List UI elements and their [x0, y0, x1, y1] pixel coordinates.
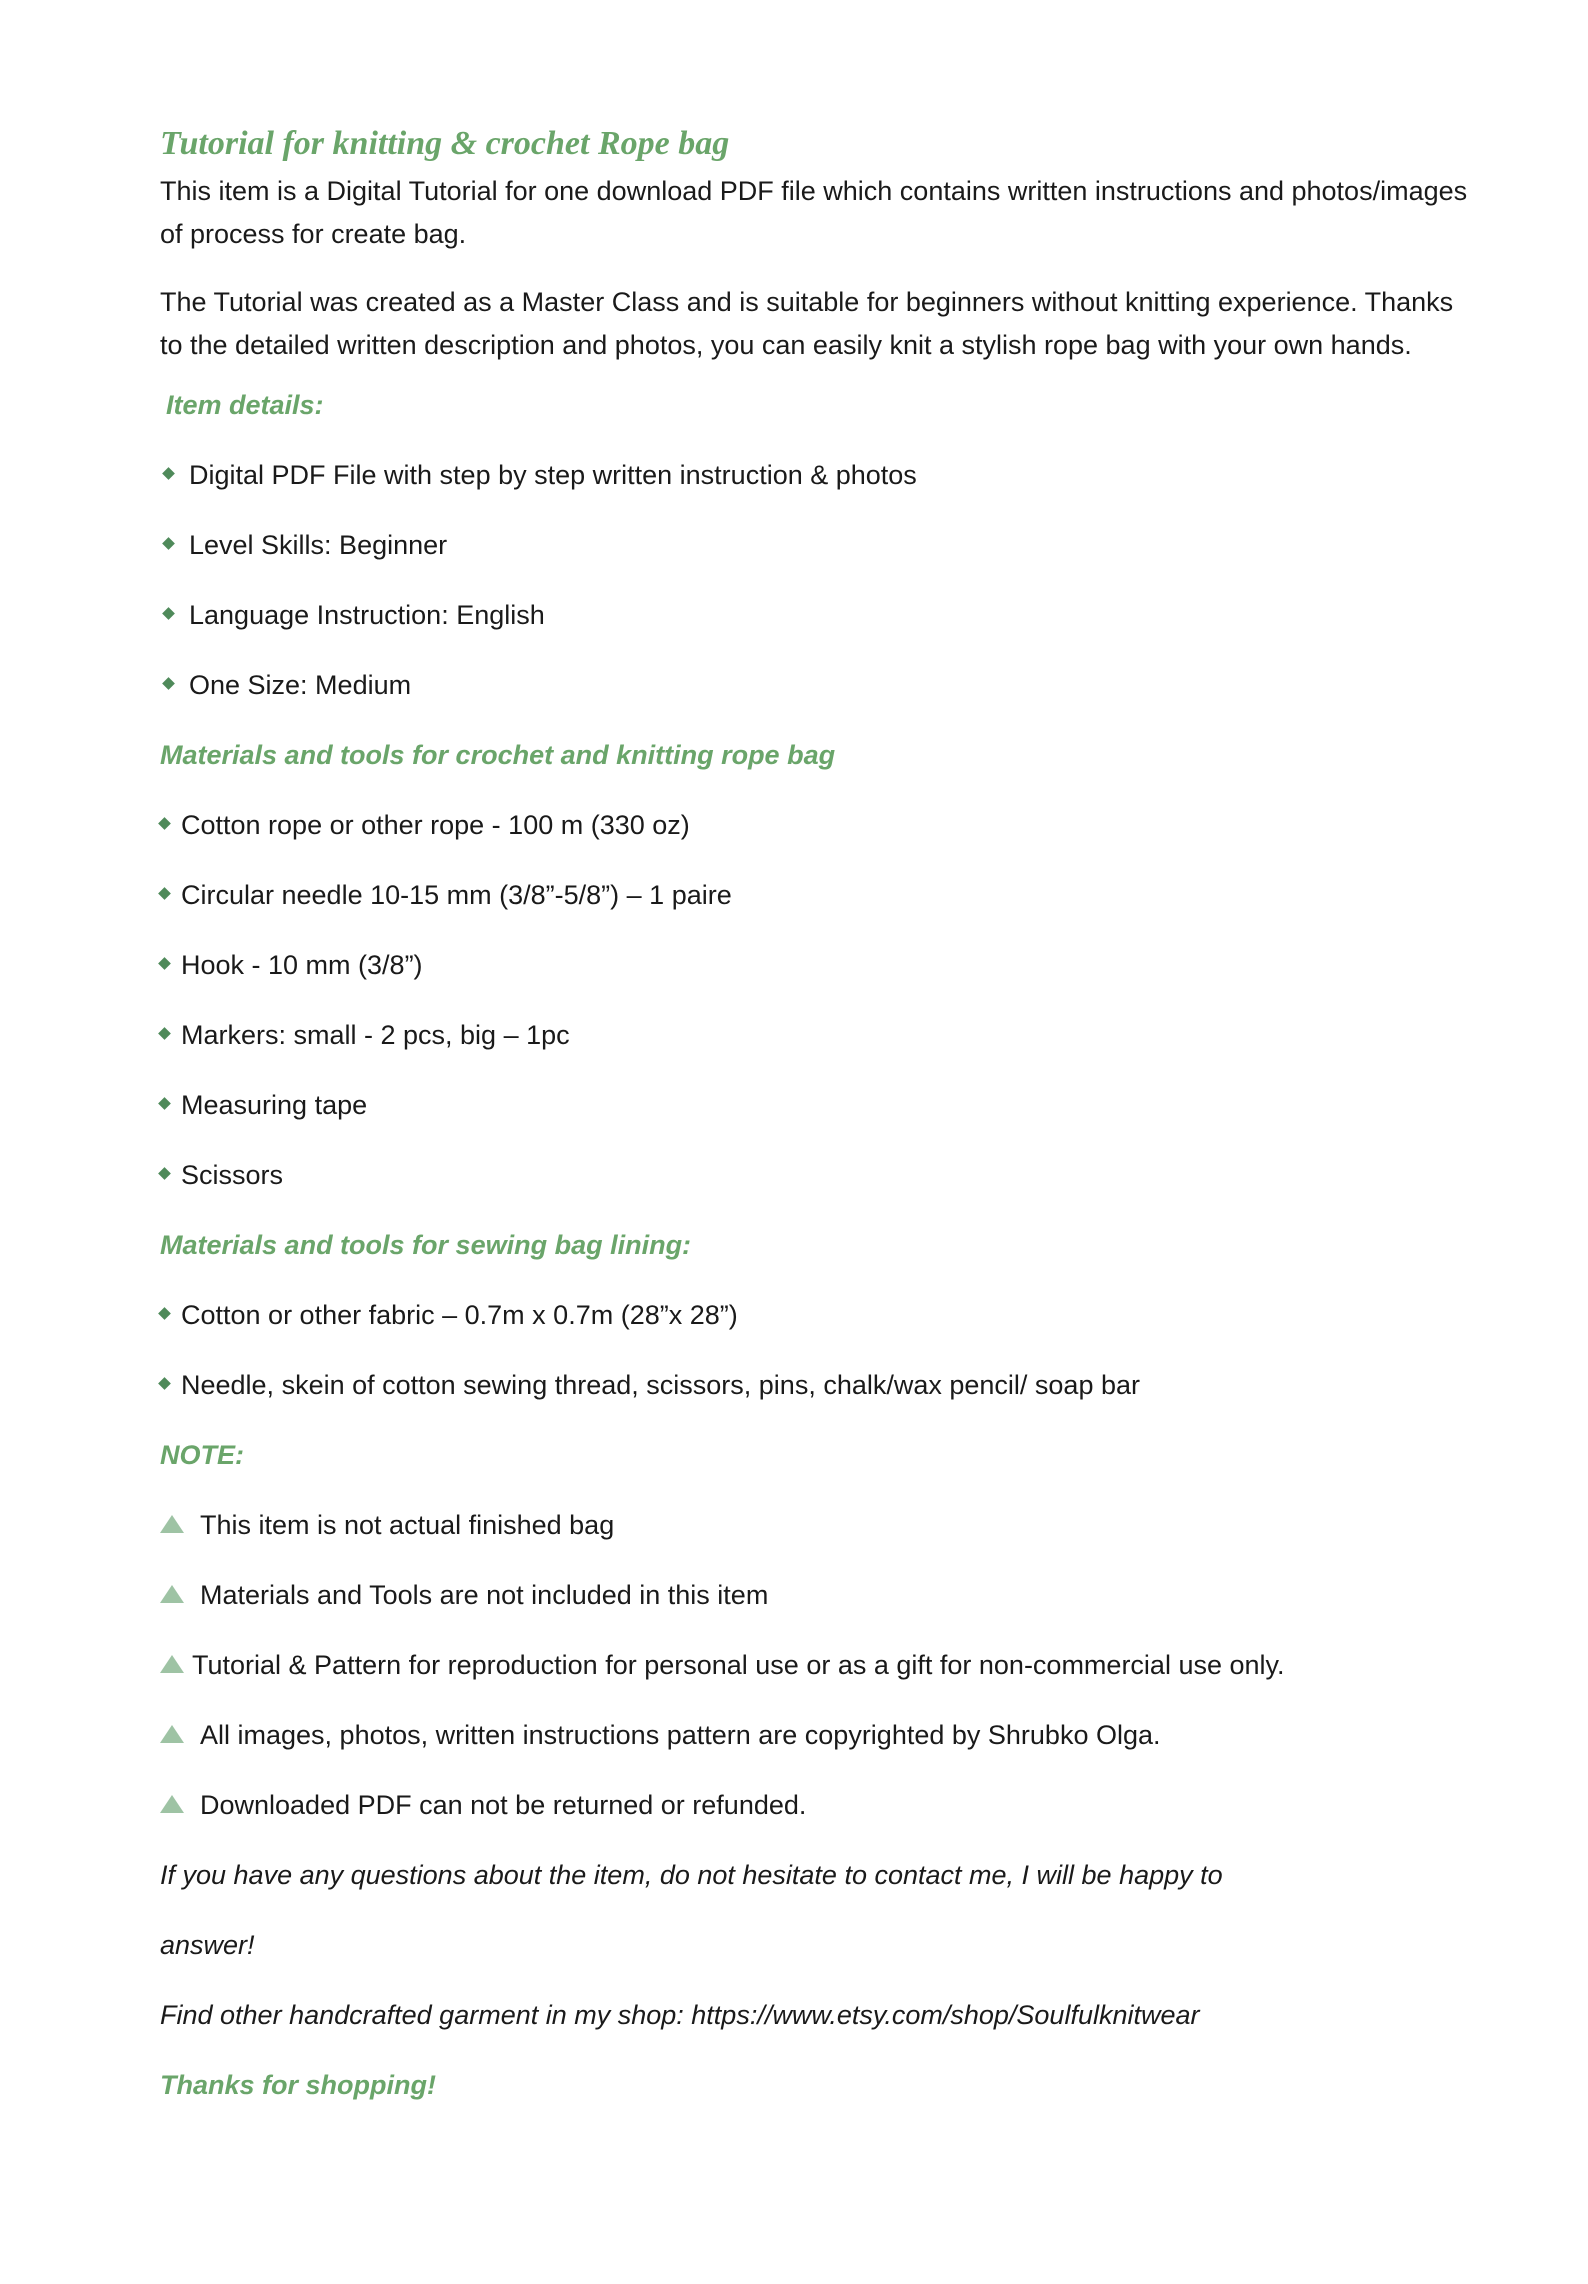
materials-rope-heading: Materials and tools for crochet and knitting rope bag — [160, 740, 836, 770]
triangle-warning-icon — [160, 1515, 184, 1533]
note-heading: NOTE: — [160, 1440, 244, 1470]
intro-paragraph-2: The Tutorial was created as a Master Class and is suitable for beginners without knitting experience. Thanks to the detailed written description and photos, you can easily knit a stylish rope bag with your own hands. — [160, 287, 1454, 360]
note-item: This item is not actual finished bag — [160, 1490, 1480, 1560]
diamond-bullet-icon — [158, 958, 171, 971]
intro-paragraph-1: This item is a Digital Tutorial for one download PDF file which contains written instructions and photos/images of process for create bag. — [160, 176, 1468, 249]
diamond-bullet-icon — [162, 468, 175, 481]
note-item: Materials and Tools are not included in this item — [160, 1560, 1480, 1630]
triangle-warning-icon — [160, 1795, 184, 1813]
note-item: Downloaded PDF can not be returned or refunded. — [160, 1770, 1480, 1840]
shop-link-line: Find other handcrafted garment in my shop: https://www.etsy.com/shop/Soulfulknitwear — [160, 2000, 1200, 2030]
materials-rope-item: Scissors — [160, 1140, 1480, 1210]
thanks-message: Thanks for shopping! — [160, 2070, 436, 2100]
materials-rope-item: Measuring tape — [160, 1070, 1480, 1140]
materials-lining-heading: Materials and tools for sewing bag lining: — [160, 1230, 692, 1260]
item-details-item: Level Skills: Beginner — [160, 510, 1480, 580]
item-details-item: Language Instruction: English — [160, 580, 1480, 650]
materials-rope-item: Markers: small - 2 pcs, big – 1pc — [160, 1000, 1480, 1070]
closing-questions-line: If you have any questions about the item, do not hesitate to contact me, I will be happy to — [160, 1860, 1223, 1890]
closing-answer-line: answer! — [160, 1930, 255, 1960]
diamond-bullet-icon — [158, 1378, 171, 1391]
diamond-bullet-icon — [158, 888, 171, 901]
triangle-warning-icon — [160, 1725, 184, 1743]
materials-rope-item: Hook - 10 mm (3/8”) — [160, 930, 1480, 1000]
materials-rope-item: Cotton rope or other rope - 100 m (330 oz) — [160, 790, 1480, 860]
materials-lining-item: Needle, skein of cotton sewing thread, scissors, pins, chalk/wax pencil/ soap bar — [160, 1350, 1480, 1420]
materials-rope-item: Circular needle 10-15 mm (3/8”-5/8”) – 1 paire — [160, 860, 1480, 930]
diamond-bullet-icon — [162, 538, 175, 551]
materials-lining-item: Cotton or other fabric – 0.7m x 0.7m (28”x 28”) — [160, 1280, 1480, 1350]
item-details-heading: Item details: — [166, 390, 324, 420]
note-item: All images, photos, written instructions pattern are copyrighted by Shrubko Olga. — [160, 1700, 1480, 1770]
diamond-bullet-icon — [158, 1028, 171, 1041]
item-details-item: One Size: Medium — [160, 650, 1480, 720]
document-content — [160, 118, 1480, 2120]
triangle-warning-icon — [160, 1585, 184, 1603]
diamond-bullet-icon — [158, 1308, 171, 1321]
diamond-bullet-icon — [158, 1098, 171, 1111]
diamond-bullet-icon — [162, 678, 175, 691]
diamond-bullet-icon — [158, 1168, 171, 1181]
diamond-bullet-icon — [162, 608, 175, 621]
document-title: Tutorial for knitting & crochet Rope bag — [160, 125, 730, 162]
item-details-item: Digital PDF File with step by step written instruction & photos — [160, 440, 1480, 510]
triangle-warning-icon — [160, 1655, 184, 1673]
diamond-bullet-icon — [158, 818, 171, 831]
note-item: Tutorial & Pattern for reproduction for personal use or as a gift for non-commercial use only. — [160, 1630, 1480, 1700]
